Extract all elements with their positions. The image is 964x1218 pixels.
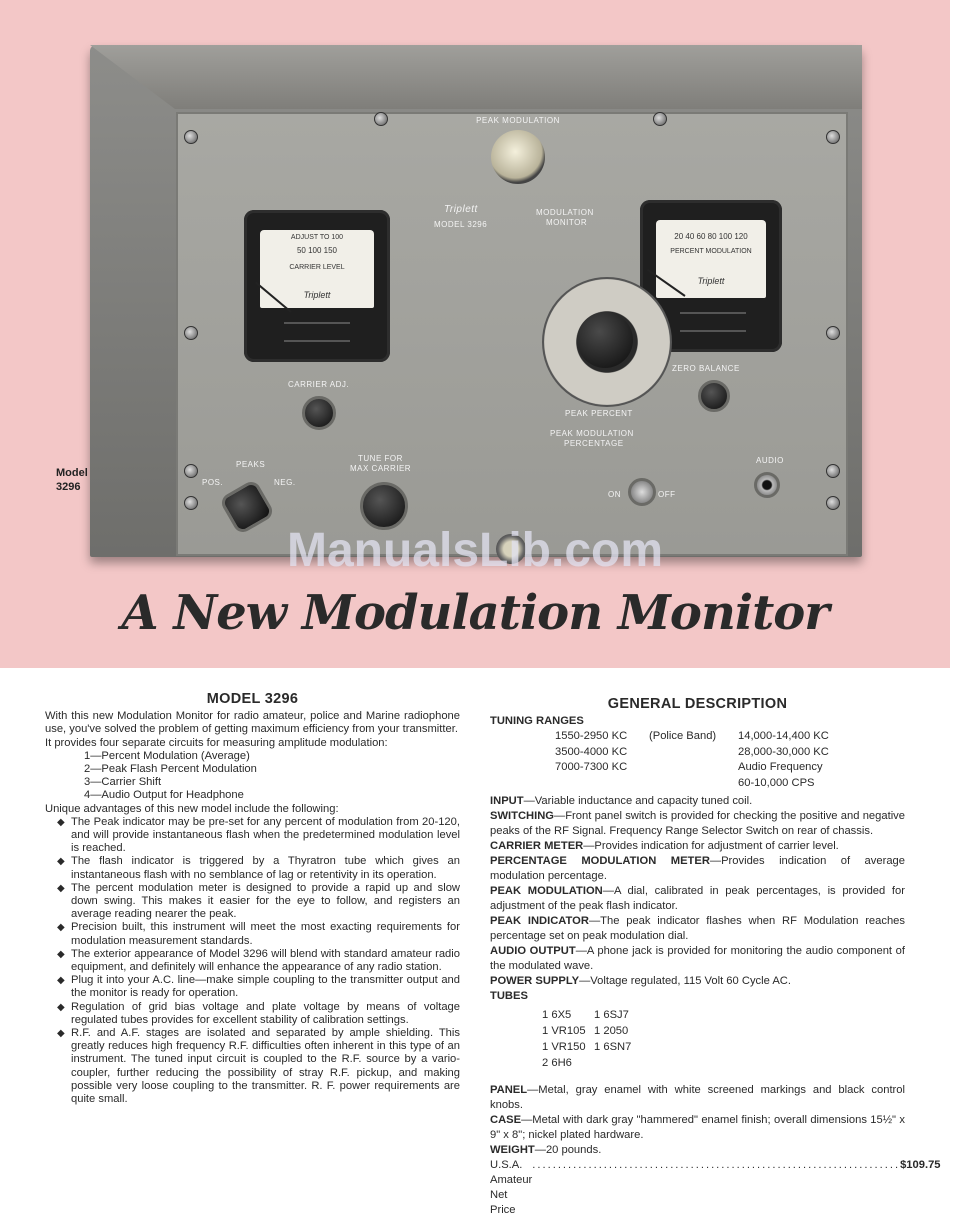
table-cell: 14,000-14,400 KC: [738, 730, 829, 742]
screw-icon: [184, 326, 198, 340]
screw-icon: [374, 112, 388, 126]
tune-label-1: TUNE FOR: [358, 454, 403, 463]
neg-label: NEG.: [274, 478, 296, 487]
list-item: 2—Peak Flash Percent Modulation: [84, 763, 257, 776]
tubes-table: [542, 1007, 905, 1071]
list-item: ◆ The percent modulation meter is designed to provide a rapid up and slow down swing. This makes it easier for the eye to follow, and registers an average reading nearer the peak.: [45, 882, 460, 922]
table-row: 1 VR150 1 6SN7: [542, 1041, 632, 1053]
spec-item: WEIGHT—20 pounds.: [490, 1144, 602, 1156]
spec-item: PEAK MODULATION—A dial, calibrated in peak percentages, is provided for adjustment of the peak flash indicator.: [490, 885, 905, 912]
spec-item: SWITCHING—Front panel switch is provided for checking the positive and negative peaks of the RF Signal. Frequency Range Selector Switch on rear of chassis.: [490, 810, 905, 837]
instrument-cabinet: [90, 45, 862, 557]
general-heading: GENERAL DESCRIPTION: [607, 696, 788, 712]
price-row: U.S.A. Amateur Net Price ........................................................................ $109.75: [490, 1159, 941, 1216]
screw-icon: [653, 112, 667, 126]
peak-indicator-lamp: [491, 130, 545, 184]
zero-balance-knob[interactable]: [698, 380, 730, 412]
percent-modulation-meter: 20 40 60 80 100 120 PERCENT MODULATION Triplett: [640, 200, 782, 352]
list-item: 1—Percent Modulation (Average): [84, 749, 250, 762]
table-cell: Audio Frequency: [738, 761, 823, 773]
model-plate: MODEL 3296: [434, 220, 488, 229]
tune-label-2: MAX CARRIER: [350, 464, 412, 473]
circuit-list: [84, 750, 460, 803]
spec-item: PERCENTAGE MODULATION METER—Provides indication of average modulation percentage.: [490, 855, 905, 882]
tuning-table: [490, 729, 905, 791]
on-label: ON: [608, 490, 621, 499]
spec-item: AUDIO OUTPUT—A phone jack is provided for monitoring the audio component of the modulated wave.: [490, 945, 905, 972]
screw-icon: [826, 326, 840, 340]
spec-item: PANEL—Metal, gray enamel with white screened markings and black control knobs.: [490, 1084, 905, 1111]
table-cell: 7000-7300 KC: [555, 761, 628, 773]
screw-icon: [184, 130, 198, 144]
price-label: U.S.A. Amateur Net Price: [490, 1159, 533, 1216]
advantages-list: [45, 816, 460, 1106]
brand-logo: Triplett: [444, 204, 478, 215]
intro-paragraph: With this new Modulation Monitor for radio amateur, police and Marine radiophone use, you've solved the problem of getting maximum efficiency from your transmitter.: [45, 710, 460, 736]
power-toggle-switch[interactable]: [628, 478, 656, 506]
peak-percent-dial[interactable]: [542, 277, 672, 407]
list-item: ◆ Precision built, this instrument will meet the most exacting requirements for modulation measurement standards.: [45, 921, 460, 947]
spec-item: POWER SUPPLY—Voltage regulated, 115 Volt 60 Cycle AC.: [490, 975, 791, 987]
peak-modulation-percentage-label-2: PERCENTAGE: [564, 439, 624, 448]
construction-list: [490, 1083, 905, 1158]
pos-label: POS.: [202, 478, 224, 487]
table-cell: 28,000-30,000 KC: [738, 745, 829, 758]
general-description: [490, 696, 941, 1218]
spec-item: INPUT—Variable inductance and capacity tuned coil.: [490, 795, 753, 807]
modulation-monitor-label-1: MODULATION: [536, 208, 594, 217]
model-heading: MODEL 3296: [206, 691, 299, 707]
audio-label: AUDIO: [756, 456, 784, 465]
list-item: ◆ Regulation of grid bias voltage and plate voltage by means of voltage regulated tubes provides for excellent stability of calibration settings.: [45, 1001, 460, 1027]
table-cell: (Police Band): [649, 730, 717, 742]
audio-jack[interactable]: [754, 472, 780, 498]
screw-icon: [826, 496, 840, 510]
peak-percent-label: PEAK PERCENT: [565, 409, 633, 418]
tuning-label: TUNING RANGES: [490, 715, 584, 727]
table-row: 2 6H6: [542, 1057, 572, 1069]
watermark: ManualsLib.com: [286, 524, 664, 577]
tubes-label: TUBES: [490, 990, 528, 1002]
list-item: 3—Carrier Shift: [84, 776, 162, 789]
modulation-monitor-label-2: MONITOR: [546, 218, 588, 227]
front-panel: [176, 112, 848, 556]
list-item: ◆ The flash indicator is triggered by a Thyratron tube which gives an instantaneous flash with no semblance of lag or retentivity in its operation.: [45, 855, 460, 881]
table-row: 1 VR105 1 2050: [542, 1025, 629, 1037]
list-item: ◆ R.F. and A.F. stages are isolated and separated by ample shielding. This greatly reduces high frequency R.F. difficulties often inherent in this type of an instrument. The tuned input circuit is coupled to the R.F. source by a vario-coupler, further reducing the possibility of stray R.F. pickup, and making possible very loose coupling to the transmitter. R. F. power requirements are quite small.: [45, 1027, 460, 1106]
price-value: $109.75: [900, 1159, 941, 1171]
table-cell: 1550-2950 KC: [555, 730, 628, 742]
peak-modulation-percentage-label-1: PEAK MODULATION: [550, 429, 634, 438]
table-cell: [555, 776, 739, 792]
provides-paragraph: It provides four separate circuits for measuring amplitude modulation:: [45, 736, 388, 749]
carrier-adj-knob[interactable]: [302, 396, 336, 430]
model-caption: Model 3296: [56, 467, 88, 493]
list-item: 4—Audio Output for Headphone: [84, 789, 244, 802]
zero-balance-label: ZERO BALANCE: [672, 364, 740, 373]
spec-list: [490, 794, 905, 989]
spec-item: PEAK INDICATOR—The peak indicator flashes when RF Modulation reaches percentage set on peak modulation dial.: [490, 915, 905, 942]
carrier-level-meter: ADJUST TO 100 50 100 150 CARRIER LEVEL Triplett: [244, 210, 390, 362]
off-label: OFF: [658, 490, 676, 499]
spec-item: CARRIER METER—Provides indication for adjustment of carrier level.: [490, 840, 839, 852]
model-description: [45, 693, 460, 1106]
list-item: ◆ The exterior appearance of Model 3296 will blend with standard amateur radio equipment, and definitely will enhance the appearance of any radio station.: [45, 948, 460, 974]
peaks-label: PEAKS: [236, 460, 266, 469]
screw-icon: [184, 496, 198, 510]
list-item: ◆ Plug it into your A.C. line—make simple coupling to the transmitter output and the monitor is ready for operation.: [45, 974, 460, 1000]
screw-icon: [184, 464, 198, 478]
screw-icon: [826, 130, 840, 144]
table-cell: 60-10,000 CPS: [738, 776, 815, 789]
table-row: 1 6X5 1 6SJ7: [542, 1009, 629, 1021]
screw-icon: [826, 464, 840, 478]
table-cell: 3500-4000 KC: [555, 745, 628, 758]
headline: A New Modulation Monitor: [121, 585, 829, 641]
peak-modulation-label: PEAK MODULATION: [476, 116, 560, 125]
carrier-adj-label: CARRIER ADJ.: [288, 380, 350, 389]
advantages-intro: Unique advantages of this new model include the following:: [45, 802, 339, 815]
spec-item: CASE—Metal with dark gray "hammered" enamel finish; overall dimensions 15½" x 9" x 8"; nickel plated hardware.: [490, 1114, 905, 1141]
list-item: ◆ The Peak indicator may be pre-set for any percent of modulation from 20-120, and will provide instantaneous flash when the predetermined modulation level is reached.: [45, 816, 460, 856]
dial-knob[interactable]: [577, 312, 633, 368]
